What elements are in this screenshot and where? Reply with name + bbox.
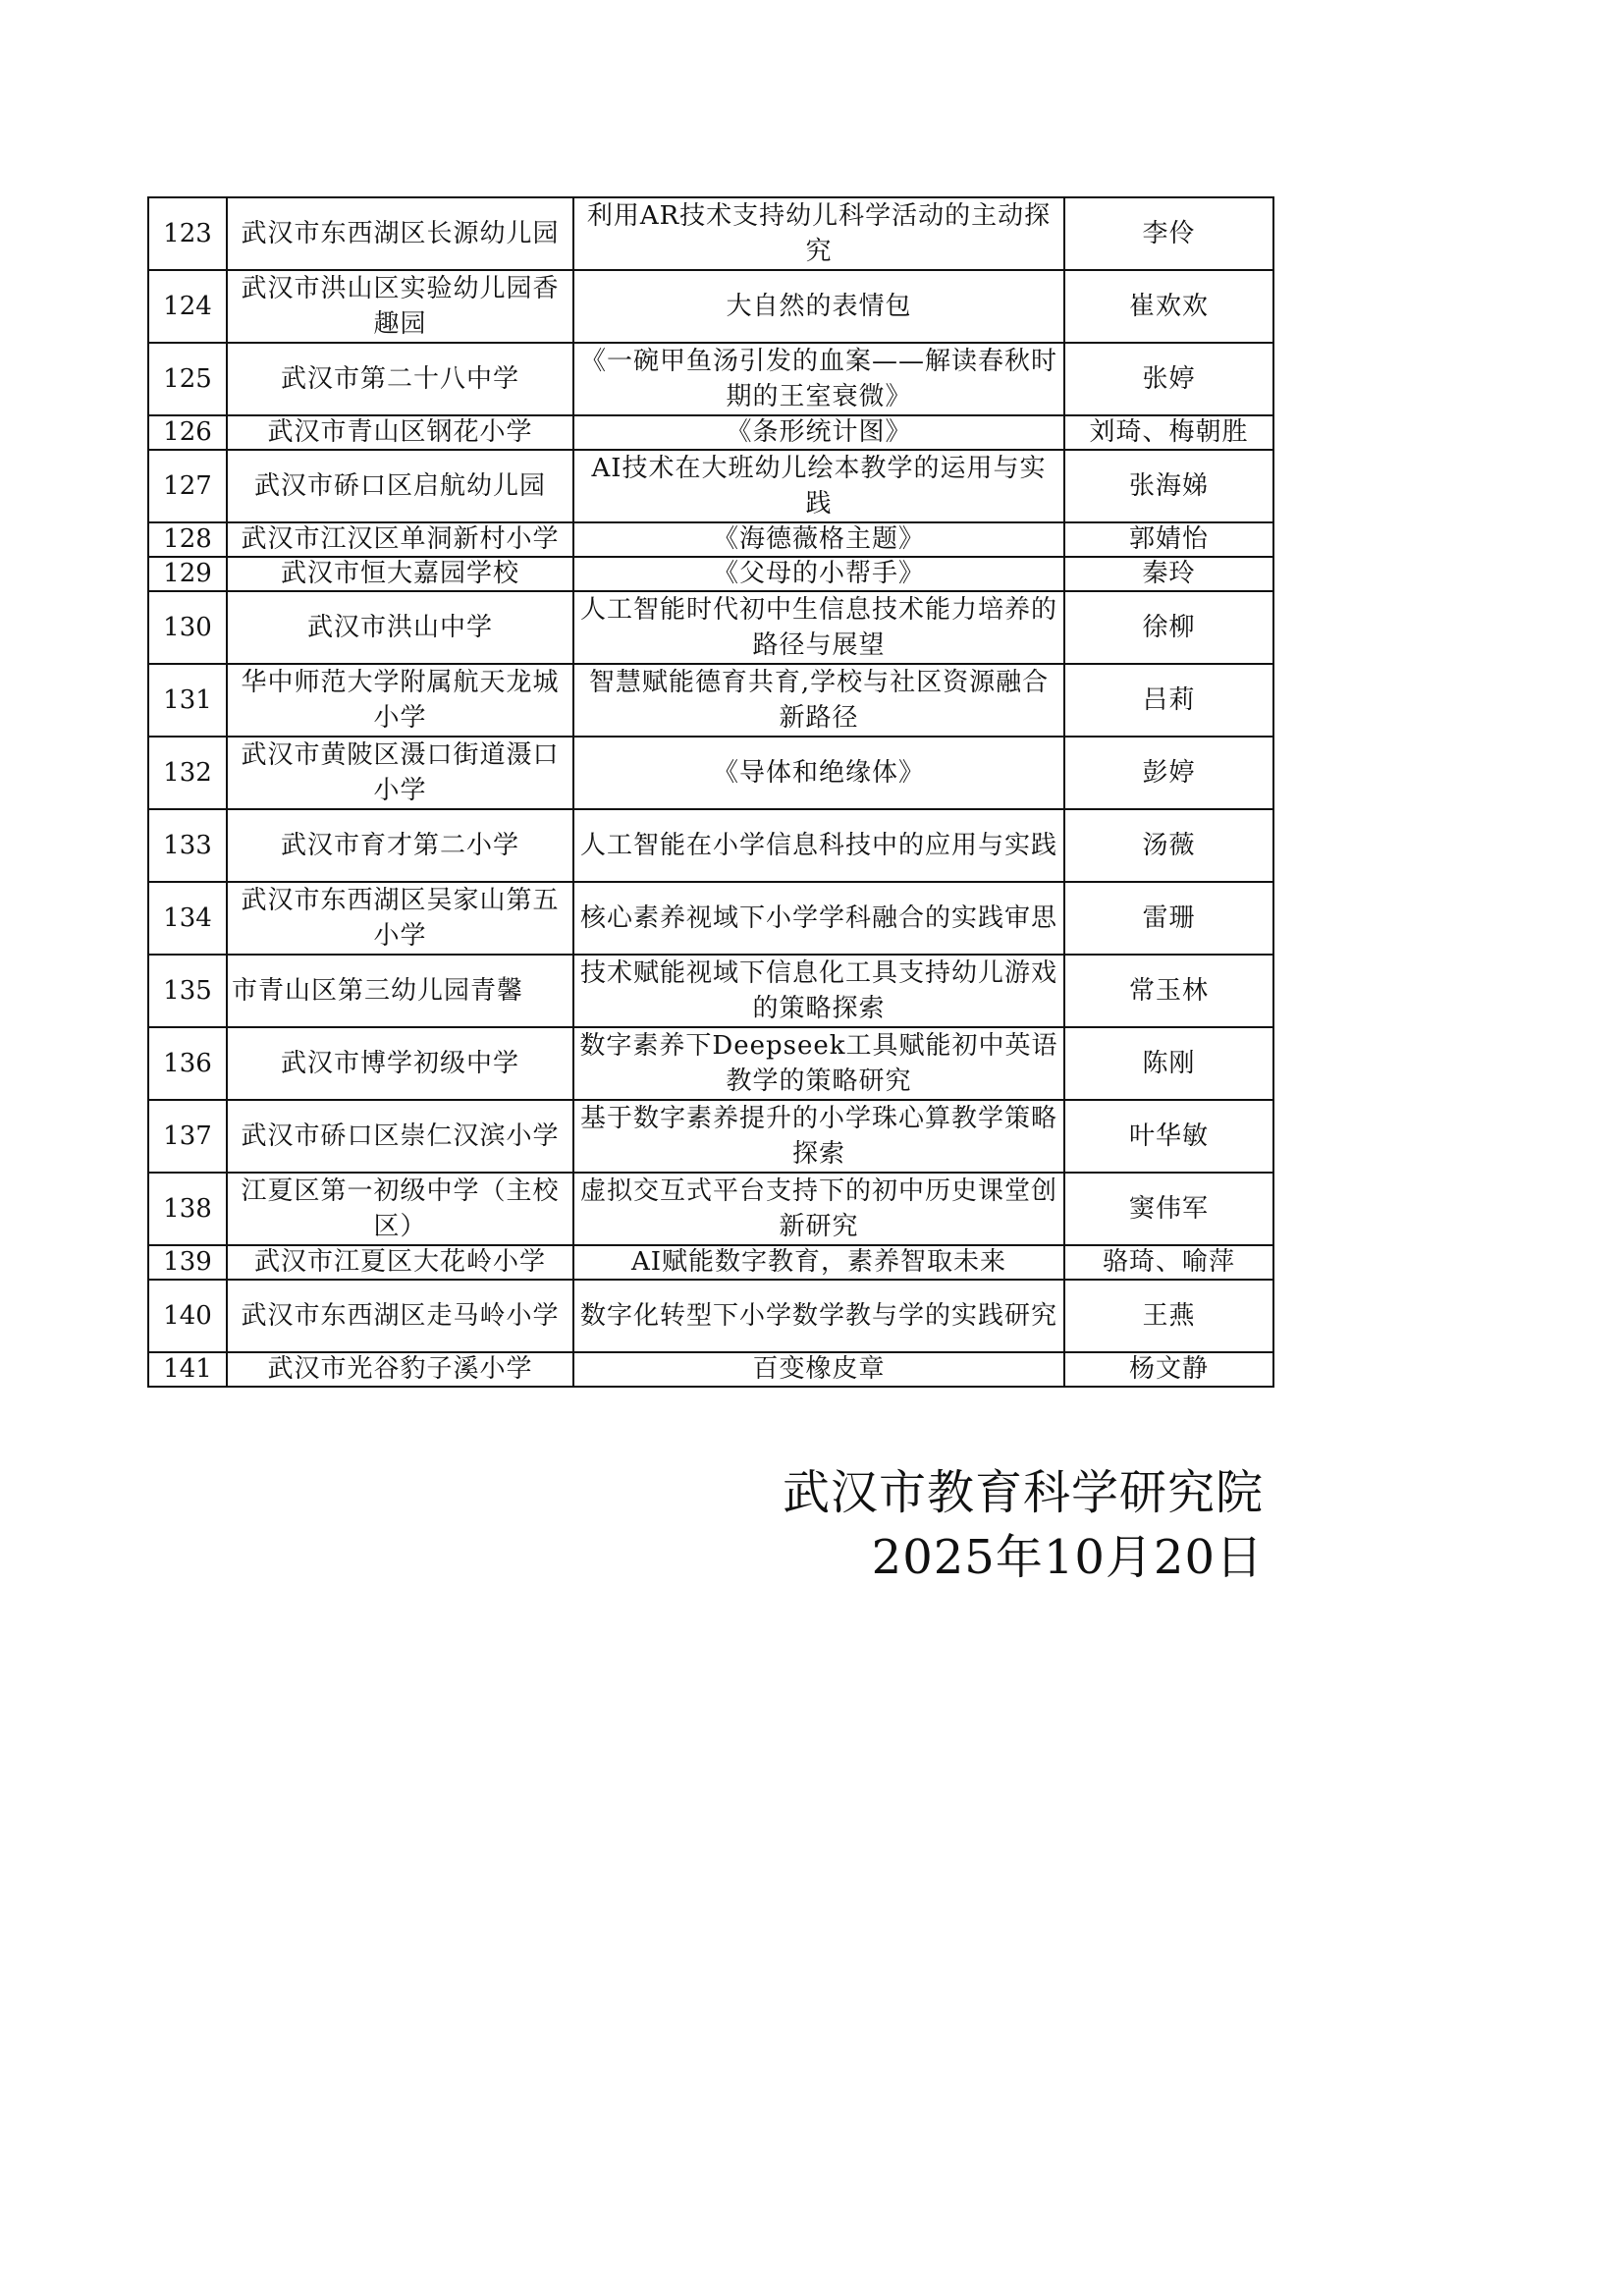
school-name: 武汉市恒大嘉园学校 — [227, 557, 573, 591]
work-title: 大自然的表情包 — [573, 270, 1064, 343]
row-number: 136 — [148, 1027, 227, 1100]
author-name: 崔欢欢 — [1064, 270, 1273, 343]
work-title: 《导体和绝缘体》 — [573, 737, 1064, 809]
work-title: 利用AR技术支持幼儿科学活动的主动探究 — [573, 197, 1064, 270]
author-name: 汤薇 — [1064, 809, 1273, 882]
table-row — [148, 450, 1273, 522]
table-row — [148, 1352, 1273, 1387]
school-name: 武汉市东西湖区吴家山第五小学 — [227, 882, 573, 955]
row-number: 123 — [148, 197, 227, 270]
table-row — [148, 197, 1273, 270]
author-name: 张海娣 — [1064, 450, 1273, 522]
author-name: 彭婷 — [1064, 737, 1273, 809]
row-number: 141 — [148, 1352, 227, 1387]
issuing-organization: 武汉市教育科学研究院 — [782, 1465, 1264, 1520]
author-name: 郭婧怡 — [1064, 522, 1273, 557]
author-name: 陈刚 — [1064, 1027, 1273, 1100]
work-title: 《一碗甲鱼汤引发的血案——解读春秋时期的王室衰微》 — [573, 343, 1064, 415]
work-title: AI赋能数字教育，素养智取未来 — [573, 1245, 1064, 1280]
work-title: 《海德薇格主题》 — [573, 522, 1064, 557]
school-name: 武汉市硚口区启航幼儿园 — [227, 450, 573, 522]
row-number: 140 — [148, 1280, 227, 1352]
table-row — [148, 1100, 1273, 1173]
school-name: 武汉市东西湖区长源幼儿园 — [227, 197, 573, 270]
table-row — [148, 1027, 1273, 1100]
table-row — [148, 270, 1273, 343]
row-number: 133 — [148, 809, 227, 882]
work-title: AI技术在大班幼儿绘本教学的运用与实践 — [573, 450, 1064, 522]
work-title: 虚拟交互式平台支持下的初中历史课堂创新研究 — [573, 1173, 1064, 1245]
author-name: 王燕 — [1064, 1280, 1273, 1352]
work-title: 技术赋能视域下信息化工具支持幼儿游戏的策略探索 — [573, 955, 1064, 1027]
issue-date: 2025年10月20日 — [871, 1530, 1264, 1585]
row-number: 139 — [148, 1245, 227, 1280]
school-name: 武汉市洪山中学 — [227, 591, 573, 664]
row-number: 125 — [148, 343, 227, 415]
school-name: 武汉市育才第二小学 — [227, 809, 573, 882]
table-row — [148, 591, 1273, 664]
author-name: 张婷 — [1064, 343, 1273, 415]
work-title: 数字化转型下小学数学教与学的实践研究 — [573, 1280, 1064, 1352]
row-number: 138 — [148, 1173, 227, 1245]
school-name: 武汉市光谷豹子溪小学 — [227, 1352, 573, 1387]
author-name: 刘琦、梅朝胜 — [1064, 415, 1273, 450]
work-title: 《父母的小帮手》 — [573, 557, 1064, 591]
school-name: 武汉市东西湖区走马岭小学 — [227, 1280, 573, 1352]
work-title: 百变橡皮章 — [573, 1352, 1064, 1387]
table-row — [148, 415, 1273, 450]
school-name: 武汉市博学初级中学 — [227, 1027, 573, 1100]
table-row — [148, 664, 1273, 737]
table-row — [148, 882, 1273, 955]
author-name: 骆琦、喻萍 — [1064, 1245, 1273, 1280]
row-number: 137 — [148, 1100, 227, 1173]
row-number: 127 — [148, 450, 227, 522]
school-name: 华中师范大学附属航天龙城小学 — [227, 664, 573, 737]
table-row — [148, 343, 1273, 415]
table-row — [148, 809, 1273, 882]
table-row — [148, 737, 1273, 809]
row-number: 131 — [148, 664, 227, 737]
work-title: 人工智能时代初中生信息技术能力培养的路径与展望 — [573, 591, 1064, 664]
work-title: 基于数字素养提升的小学珠心算教学策略探索 — [573, 1100, 1064, 1173]
work-title: 人工智能在小学信息科技中的应用与实践 — [573, 809, 1064, 882]
author-name: 叶华敏 — [1064, 1100, 1273, 1173]
school-name: 武汉市江汉区单洞新村小学 — [227, 522, 573, 557]
author-name: 雷珊 — [1064, 882, 1273, 955]
table-row — [148, 522, 1273, 557]
school-name: 市青山区第三幼儿园青馨 — [227, 955, 573, 1027]
school-name: 武汉市青山区钢花小学 — [227, 415, 573, 450]
row-number: 135 — [148, 955, 227, 1027]
school-name: 武汉市黄陂区滠口街道滠口小学 — [227, 737, 573, 809]
row-number: 124 — [148, 270, 227, 343]
author-name: 杨文静 — [1064, 1352, 1273, 1387]
work-title: 核心素养视域下小学学科融合的实践审思 — [573, 882, 1064, 955]
school-name: 武汉市江夏区大花岭小学 — [227, 1245, 573, 1280]
table-row — [148, 557, 1273, 591]
awards-table — [147, 196, 1274, 1388]
table-row — [148, 1280, 1273, 1352]
row-number: 134 — [148, 882, 227, 955]
work-title: 《条形统计图》 — [573, 415, 1064, 450]
row-number: 132 — [148, 737, 227, 809]
author-name: 秦玲 — [1064, 557, 1273, 591]
row-number: 130 — [148, 591, 227, 664]
school-name: 武汉市硚口区崇仁汉滨小学 — [227, 1100, 573, 1173]
row-number: 129 — [148, 557, 227, 591]
school-name: 武汉市洪山区实验幼儿园香趣园 — [227, 270, 573, 343]
work-title: 数字素养下Deepseek工具赋能初中英语教学的策略研究 — [573, 1027, 1064, 1100]
work-title: 智慧赋能德育共育,学校与社区资源融合新路径 — [573, 664, 1064, 737]
author-name: 李伶 — [1064, 197, 1273, 270]
author-name: 徐柳 — [1064, 591, 1273, 664]
table-row — [148, 1173, 1273, 1245]
row-number: 126 — [148, 415, 227, 450]
author-name: 吕莉 — [1064, 664, 1273, 737]
school-name: 武汉市第二十八中学 — [227, 343, 573, 415]
row-number: 128 — [148, 522, 227, 557]
author-name: 窦伟军 — [1064, 1173, 1273, 1245]
school-name: 江夏区第一初级中学（主校区） — [227, 1173, 573, 1245]
table-row — [148, 1245, 1273, 1280]
table-row — [148, 955, 1273, 1027]
author-name: 常玉林 — [1064, 955, 1273, 1027]
